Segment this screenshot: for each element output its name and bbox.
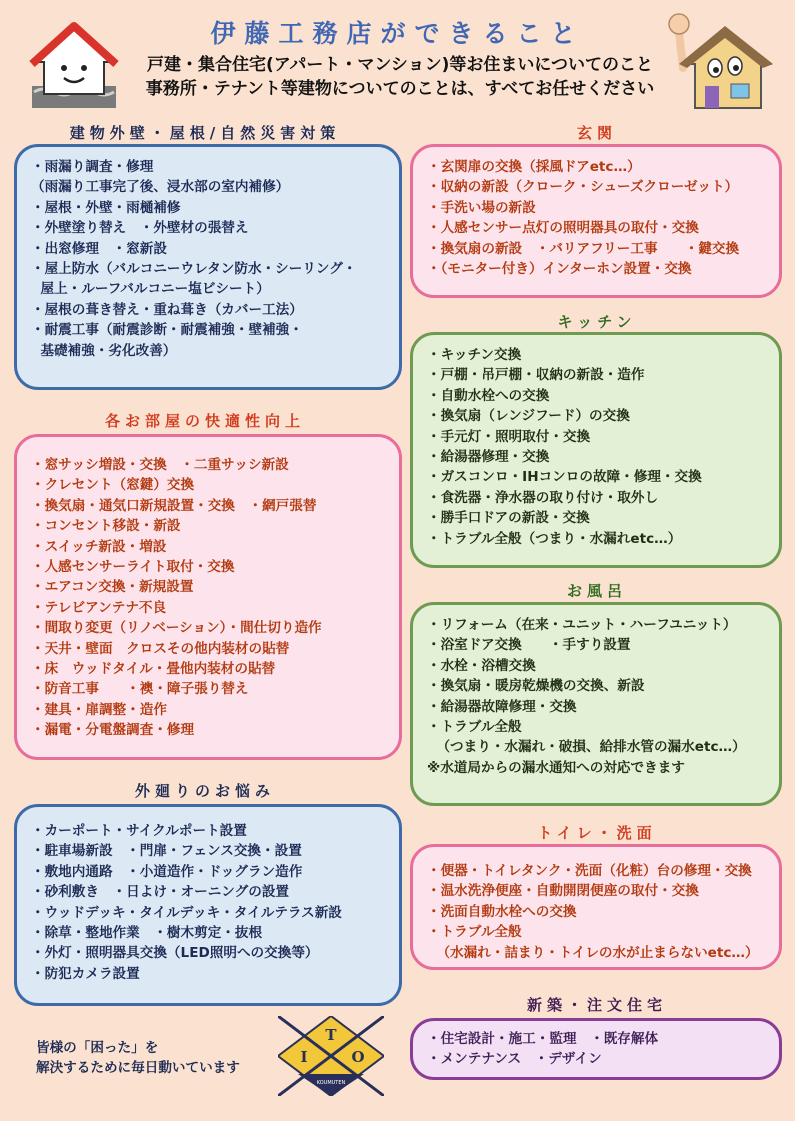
subtitle-line-1: 戸建・集合住宅(アパート・マンション)等お住まいについてのこと — [146, 55, 654, 75]
list-item: ・住宅設計・施工・監理 ・既存解体 — [427, 1031, 659, 1047]
list-item: ・除草・整地作業 ・樹木剪定・抜根 — [31, 925, 263, 942]
list-item: ・便器・トイレタンク・洗面（化粧）台の修理・交換 — [427, 863, 752, 879]
list-item: ・コンセント移設・新設 — [31, 518, 181, 535]
logo-letter-i: I — [300, 1048, 308, 1066]
list-item: ・人感センサー点灯の照明器具の取付・交換 — [427, 220, 699, 237]
list-item: ・テレビアンテナ不良 — [31, 599, 167, 616]
bath-list — [427, 615, 765, 778]
list-item: ・屋根・外壁・雨樋補修 — [31, 199, 181, 216]
list-item: ・換気扇（レンジフード）の交換 — [427, 408, 630, 425]
list-item: （雨漏り工事完了後、浸水部の室内補修） — [31, 179, 290, 196]
logo-letter-o: O — [351, 1048, 365, 1066]
list-item: ・玄関扉の交換（採風ドアetc…） — [427, 159, 641, 175]
list-item: ・屋上防水（バルコニーウレタン防水・シーリング・ — [31, 261, 357, 278]
closing-line-1: 皆様の「困った」を — [36, 1040, 159, 1056]
section-title-bath: お風呂 — [566, 582, 627, 600]
list-item: ・トラブル全般 — [427, 924, 522, 941]
list-item: ・トラブル全般（つまり・水漏れetc…） — [427, 530, 682, 547]
list-item: ・人感センサーライト取付・交換 — [31, 559, 235, 576]
list-item: ・換気扇・暖房乾燥機の交換、新設 — [427, 678, 645, 695]
entrance-list — [427, 157, 765, 279]
list-item: ・温水洗浄便座・自動開閉便座の取付・交換 — [427, 883, 699, 900]
list-item: ・カーポート・サイクルポート設置 — [31, 823, 247, 839]
list-item: ・（モニター付き）インターホン設置・交換 — [427, 261, 692, 278]
entrance-box — [410, 144, 782, 298]
list-item: ・雨漏り調査・修理 — [31, 159, 154, 175]
list-item: ・給湯器故障修理・交換 — [427, 698, 577, 715]
section-title-rooms: 各お部屋の快適性向上 — [104, 412, 305, 430]
list-item: ・ガスコンロ・IHコンロの故障・修理・交換 — [427, 469, 702, 486]
subtitle-line-2: 事務所・テナント等建物についてのことは、すべてお任せください — [145, 79, 655, 99]
list-item: ・駐車場新設 ・門扉・フェンス交換・設置 — [31, 843, 302, 860]
list-item: ・間取り変更（リノベーション）・間仕切り造作 — [31, 620, 322, 637]
toilet-list — [427, 861, 765, 963]
list-item: ・漏電・分電盤調査・修理 — [31, 722, 195, 739]
list-item: 基礎補強・劣化改善） — [31, 342, 177, 359]
list-item: ・外壁塗り替え ・外壁材の張替え — [31, 220, 249, 237]
list-item: ・エアコン交換・新規設置 — [31, 579, 194, 596]
list-item: ・浴室ドア交換 ・手すり設置 — [427, 637, 631, 654]
list-item: ・ウッドデッキ・タイルデッキ・タイルテラス新設 — [31, 904, 342, 921]
list-item: ・水栓・浴槽交換 — [427, 657, 536, 674]
list-item: （水漏れ・詰まり・トイレの水が止まらないetc…） — [427, 944, 759, 961]
bath-box — [410, 602, 782, 806]
page-title: 伊藤工務店ができること — [210, 19, 585, 48]
ito-koumuten-logo — [278, 1016, 384, 1096]
list-item: ・砂利敷き ・日よけ・オーニングの設置 — [31, 884, 290, 901]
section-title-newbuild: 新築・注文住宅 — [526, 996, 667, 1014]
outdoor-box — [14, 804, 402, 1006]
list-item: ・換気扇の新設 ・バリアフリー工事 ・鍵交換 — [427, 240, 740, 257]
list-item: ・勝手口ドアの新設・交換 — [427, 510, 590, 527]
closing-message — [36, 1038, 240, 1078]
rooms-box — [14, 434, 402, 760]
list-item: ・外灯・照明器具交換（LED照明への交換等） — [31, 945, 319, 962]
list-item: ・建具・扉調整・造作 — [31, 701, 167, 718]
section-title-exterior: 建物外壁・屋根/自然災害対策 — [69, 124, 341, 142]
list-item: ※水道局からの漏水通知への対応できます — [427, 759, 685, 776]
list-item: ・洗面自動水栓への交換 — [427, 903, 577, 920]
closing-line-2: 解決するために毎日動いています — [36, 1060, 240, 1076]
list-item: ・リフォーム（在来・ユニット・ハーフユニット） — [427, 617, 737, 633]
list-item: ・手洗い場の新設 — [427, 199, 536, 216]
list-item: ・屋根の葺き替え・重ね葺き（カバー工法） — [31, 301, 303, 318]
list-item: ・戸棚・吊戸棚・収納の新設・造作 — [427, 367, 645, 384]
list-item: ・敷地内通路 ・小道造作・ドッグラン造作 — [31, 863, 303, 880]
list-item: 屋上・ルーフバルコニー塩ビシート） — [31, 281, 270, 298]
logo-letter-t: T — [325, 1026, 337, 1044]
exterior-box — [14, 144, 402, 390]
list-item: ・防音工事 ・襖・障子張り替え — [31, 681, 249, 698]
list-item: ・トラブル全般 — [427, 719, 522, 736]
list-item: ・天井・壁面 クロスその他内装材の貼替 — [31, 640, 290, 657]
rooms-list — [31, 455, 385, 741]
list-item: （つまり・水漏れ・破損、給排水管の漏水etc…） — [427, 739, 746, 756]
cheering-house-icon — [665, 8, 775, 116]
list-item: ・自動水栓への交換 — [427, 387, 550, 404]
newbuild-box — [410, 1018, 782, 1080]
list-item: ・出窓修理 ・窓新設 — [31, 240, 167, 257]
kitchen-box — [410, 332, 782, 568]
section-title-toilet: トイレ・洗面 — [537, 824, 657, 842]
exterior-list — [31, 157, 385, 361]
kitchen-list — [427, 345, 765, 549]
list-item: ・収納の新設（クローク・シューズクローゼット） — [427, 179, 739, 196]
toilet-box — [410, 844, 782, 970]
list-item: ・給湯器修理・交換 — [427, 449, 550, 466]
list-item: ・キッチン交換 — [427, 347, 522, 363]
list-item: ・スイッチ新設・増設 — [31, 538, 167, 555]
list-item: ・換気扇・通気口新規設置・交換 ・網戸張替 — [31, 497, 317, 514]
logo-subtext: KOUMUTEN — [316, 1080, 346, 1086]
list-item: ・手元灯・照明取付・交換 — [427, 428, 591, 445]
list-item: ・窓サッシ増設・交換 ・二重サッシ新設 — [31, 457, 289, 473]
list-item: ・食洗器・浄水器の取り付け・取外し — [427, 489, 659, 506]
smiling-house-icon — [28, 22, 120, 110]
list-item: ・防犯カメラ設置 — [31, 965, 140, 982]
list-item: ・メンテナンス ・デザイン — [427, 1051, 602, 1068]
newbuild-list — [427, 1029, 765, 1070]
section-title-outdoor: 外廻りのお悩み — [134, 782, 275, 800]
outdoor-list — [31, 821, 385, 984]
list-item: ・クレセント（窓鍵）交換 — [31, 477, 195, 494]
list-item: ・耐震工事（耐震診断・耐震補強・壁補強・ — [31, 322, 303, 339]
section-title-entrance: 玄関 — [576, 124, 617, 142]
list-item: ・床 ウッドタイル・畳他内装材の貼替 — [31, 661, 276, 678]
section-title-kitchen: キッチン — [557, 313, 637, 331]
